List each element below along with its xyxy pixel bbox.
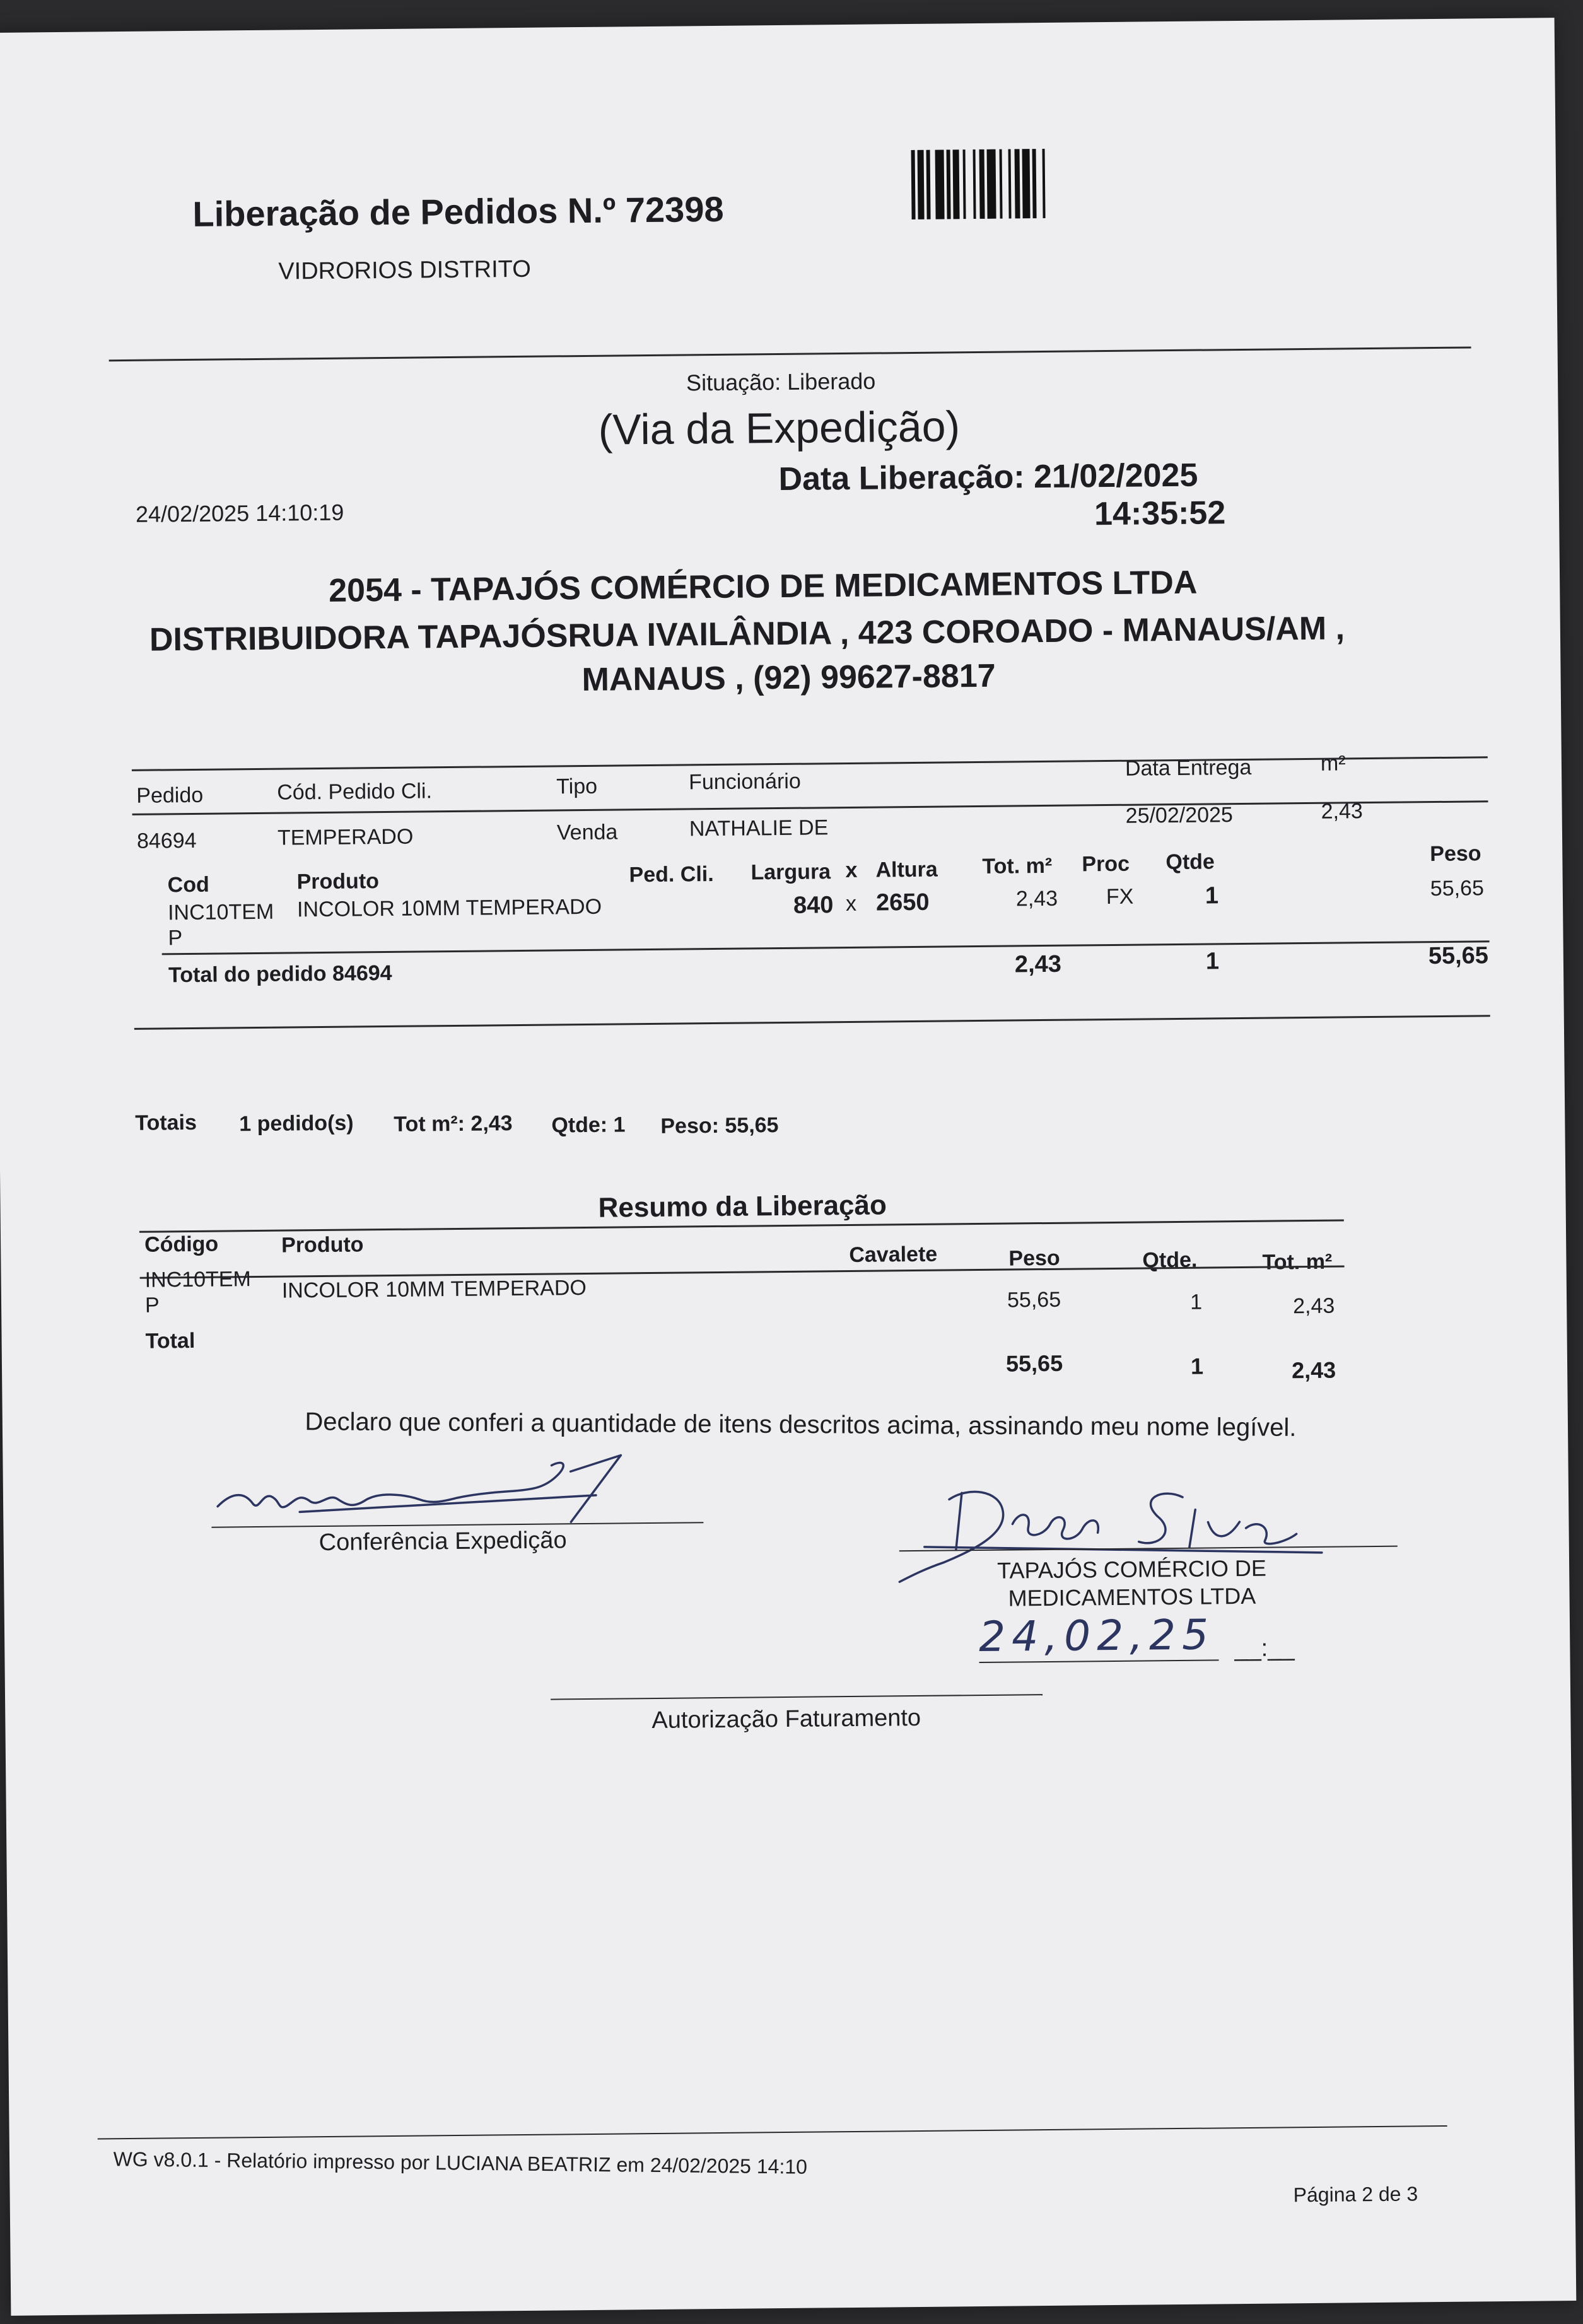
customer-phone: MANAUS , (92) 99627-8817 bbox=[581, 657, 996, 699]
barcode-bar bbox=[1045, 149, 1049, 218]
summary-peso: 55,65 bbox=[1007, 1287, 1061, 1312]
item-largura: 840 bbox=[793, 892, 834, 919]
page-number: Página 2 de 3 bbox=[1293, 2182, 1418, 2207]
conferencia-label: Conferência Expedição bbox=[318, 1527, 567, 1556]
release-time: 14:35:52 bbox=[1094, 494, 1226, 533]
item-header-cod: Cod bbox=[167, 872, 209, 897]
release-date: Data Liberação: 21/02/2025 bbox=[778, 457, 1198, 498]
item-header-ped-cli: Ped. Cli. bbox=[629, 862, 714, 887]
totals-pedidos: 1 pedido(s) bbox=[239, 1111, 354, 1136]
barcode-bar bbox=[935, 149, 945, 219]
item-total-rule bbox=[162, 940, 1490, 955]
document-page bbox=[0, 18, 1576, 2316]
item-header-x: x bbox=[845, 858, 858, 883]
summary-header-qtde: Qtde. bbox=[1142, 1247, 1198, 1273]
declaration-text: Declaro que conferi a quantidade de itens descritos acima, assinando meu nome legível. bbox=[305, 1408, 1297, 1442]
item-header-altura: Altura bbox=[875, 857, 938, 882]
order-tipo: Venda bbox=[556, 820, 618, 845]
order-total-m2: 2,43 bbox=[1014, 950, 1062, 978]
col-header-data-entrega: Data Entrega bbox=[1124, 755, 1252, 781]
summary-header-tot-m2: Tot. m² bbox=[1262, 1249, 1333, 1275]
customer-signature-line2: MEDICAMENTOS LTDA bbox=[1008, 1582, 1256, 1611]
item-peso: 55,65 bbox=[1430, 876, 1485, 901]
item-proc: FX bbox=[1106, 884, 1134, 909]
col-header-tipo: Tipo bbox=[556, 774, 598, 799]
print-datetime: 24/02/2025 14:10:19 bbox=[135, 499, 344, 527]
footer-printed-by: WG v8.0.1 - Relatório impresso por LUCIANA BEATRIZ em 24/02/2025 14:10 bbox=[113, 2147, 808, 2178]
order-total-peso: 55,65 bbox=[1428, 942, 1489, 970]
barcode-bar bbox=[987, 149, 996, 219]
handwritten-date: 24,02,25 bbox=[978, 1610, 1215, 1662]
signature-conferencia bbox=[217, 1452, 646, 1532]
order-m2: 2,43 bbox=[1321, 799, 1363, 824]
footer-rule bbox=[98, 2125, 1447, 2140]
customer-signature-line1: TAPAJÓS COMÉRCIO DE bbox=[996, 1555, 1267, 1584]
col-header-m2: m² bbox=[1320, 751, 1346, 776]
item-cod bbox=[168, 899, 274, 951]
item-header-qtde: Qtde bbox=[1165, 850, 1215, 875]
company-name: VIDRORIOS DISTRITO bbox=[278, 255, 531, 285]
totals-peso: Peso: 55,65 bbox=[660, 1113, 779, 1138]
barcode-image bbox=[911, 148, 1145, 219]
summary-codigo-line2: P bbox=[144, 1293, 160, 1317]
item-x: x bbox=[845, 891, 857, 916]
summary-tot-m2: 2,43 bbox=[1292, 1293, 1335, 1319]
order-table-bottom-rule bbox=[134, 1015, 1490, 1030]
col-header-funcionario: Funcionário bbox=[688, 769, 801, 795]
item-tot-m2: 2,43 bbox=[1015, 886, 1058, 911]
customer-address: DISTRIBUIDORA TAPAJÓSRUA IVAILÂNDIA , 423 COROADO - MANAUS/AM , bbox=[149, 610, 1345, 658]
col-header-cod-pedido-cli: Cód. Pedido Cli. bbox=[277, 779, 433, 805]
item-cod-line1: INC10TEM bbox=[167, 899, 274, 925]
item-altura: 2650 bbox=[875, 889, 930, 916]
summary-header-produto: Produto bbox=[281, 1232, 364, 1258]
summary-total-tot-m2: 2,43 bbox=[1291, 1357, 1336, 1384]
order-funcionario: NATHALIE DE bbox=[689, 815, 829, 841]
summary-qtde: 1 bbox=[1189, 1290, 1203, 1314]
item-qtde: 1 bbox=[1205, 882, 1219, 909]
summary-codigo-line1: INC10TEM bbox=[144, 1267, 251, 1292]
summary-total-peso: 55,65 bbox=[1005, 1350, 1063, 1377]
autorizacao-signature-line bbox=[551, 1694, 1043, 1700]
item-header-largura: Largura bbox=[751, 860, 831, 885]
autorizacao-label: Autorização Faturamento bbox=[651, 1704, 921, 1734]
item-header-proc: Proc bbox=[1082, 851, 1130, 877]
summary-total-qtde: 1 bbox=[1190, 1353, 1204, 1379]
order-table-top-rule bbox=[132, 756, 1488, 771]
order-cod-pedido-cli: TEMPERADO bbox=[277, 824, 414, 850]
header-divider bbox=[109, 346, 1471, 361]
col-header-pedido: Pedido bbox=[136, 783, 204, 808]
totals-qtde: Qtde: 1 bbox=[551, 1112, 626, 1138]
summary-title: Resumo da Liberação bbox=[598, 1189, 887, 1223]
time-blank: __:__ bbox=[1234, 1635, 1295, 1662]
barcode-bar bbox=[1022, 149, 1031, 218]
document-title: Liberação de Pedidos N.º 72398 bbox=[192, 189, 724, 234]
order-pedido: 84694 bbox=[136, 828, 197, 853]
summary-header-codigo: Código bbox=[144, 1232, 219, 1257]
status-text: Situação: Liberado bbox=[686, 368, 876, 396]
item-header-tot-m2: Tot. m² bbox=[982, 853, 1053, 879]
order-total-qtde: 1 bbox=[1205, 948, 1220, 975]
customer-signature-name bbox=[997, 1555, 1267, 1613]
summary-codigo bbox=[144, 1266, 251, 1318]
order-total-label: Total do pedido 84694 bbox=[168, 961, 392, 988]
totals-tot-m2: Tot m²: 2,43 bbox=[394, 1111, 513, 1136]
summary-header-cavalete: Cavalete bbox=[849, 1242, 938, 1267]
summary-produto: INCOLOR 10MM TEMPERADO bbox=[281, 1275, 587, 1303]
item-cod-line2: P bbox=[168, 926, 183, 950]
barcode-bar bbox=[966, 149, 974, 219]
order-data-entrega: 25/02/2025 bbox=[1125, 803, 1234, 828]
item-produto: INCOLOR 10MM TEMPERADO bbox=[296, 894, 602, 922]
via-title: (Via da Expedição) bbox=[598, 402, 961, 454]
totals-label: Totais bbox=[135, 1110, 197, 1135]
customer-name: 2054 - TAPAJÓS COMÉRCIO DE MEDICAMENTOS LTDA bbox=[328, 564, 1198, 609]
item-header-peso: Peso bbox=[1430, 841, 1481, 867]
summary-header-peso: Peso bbox=[1008, 1246, 1060, 1271]
summary-total-label: Total bbox=[145, 1328, 196, 1353]
item-header-produto: Produto bbox=[296, 869, 380, 894]
